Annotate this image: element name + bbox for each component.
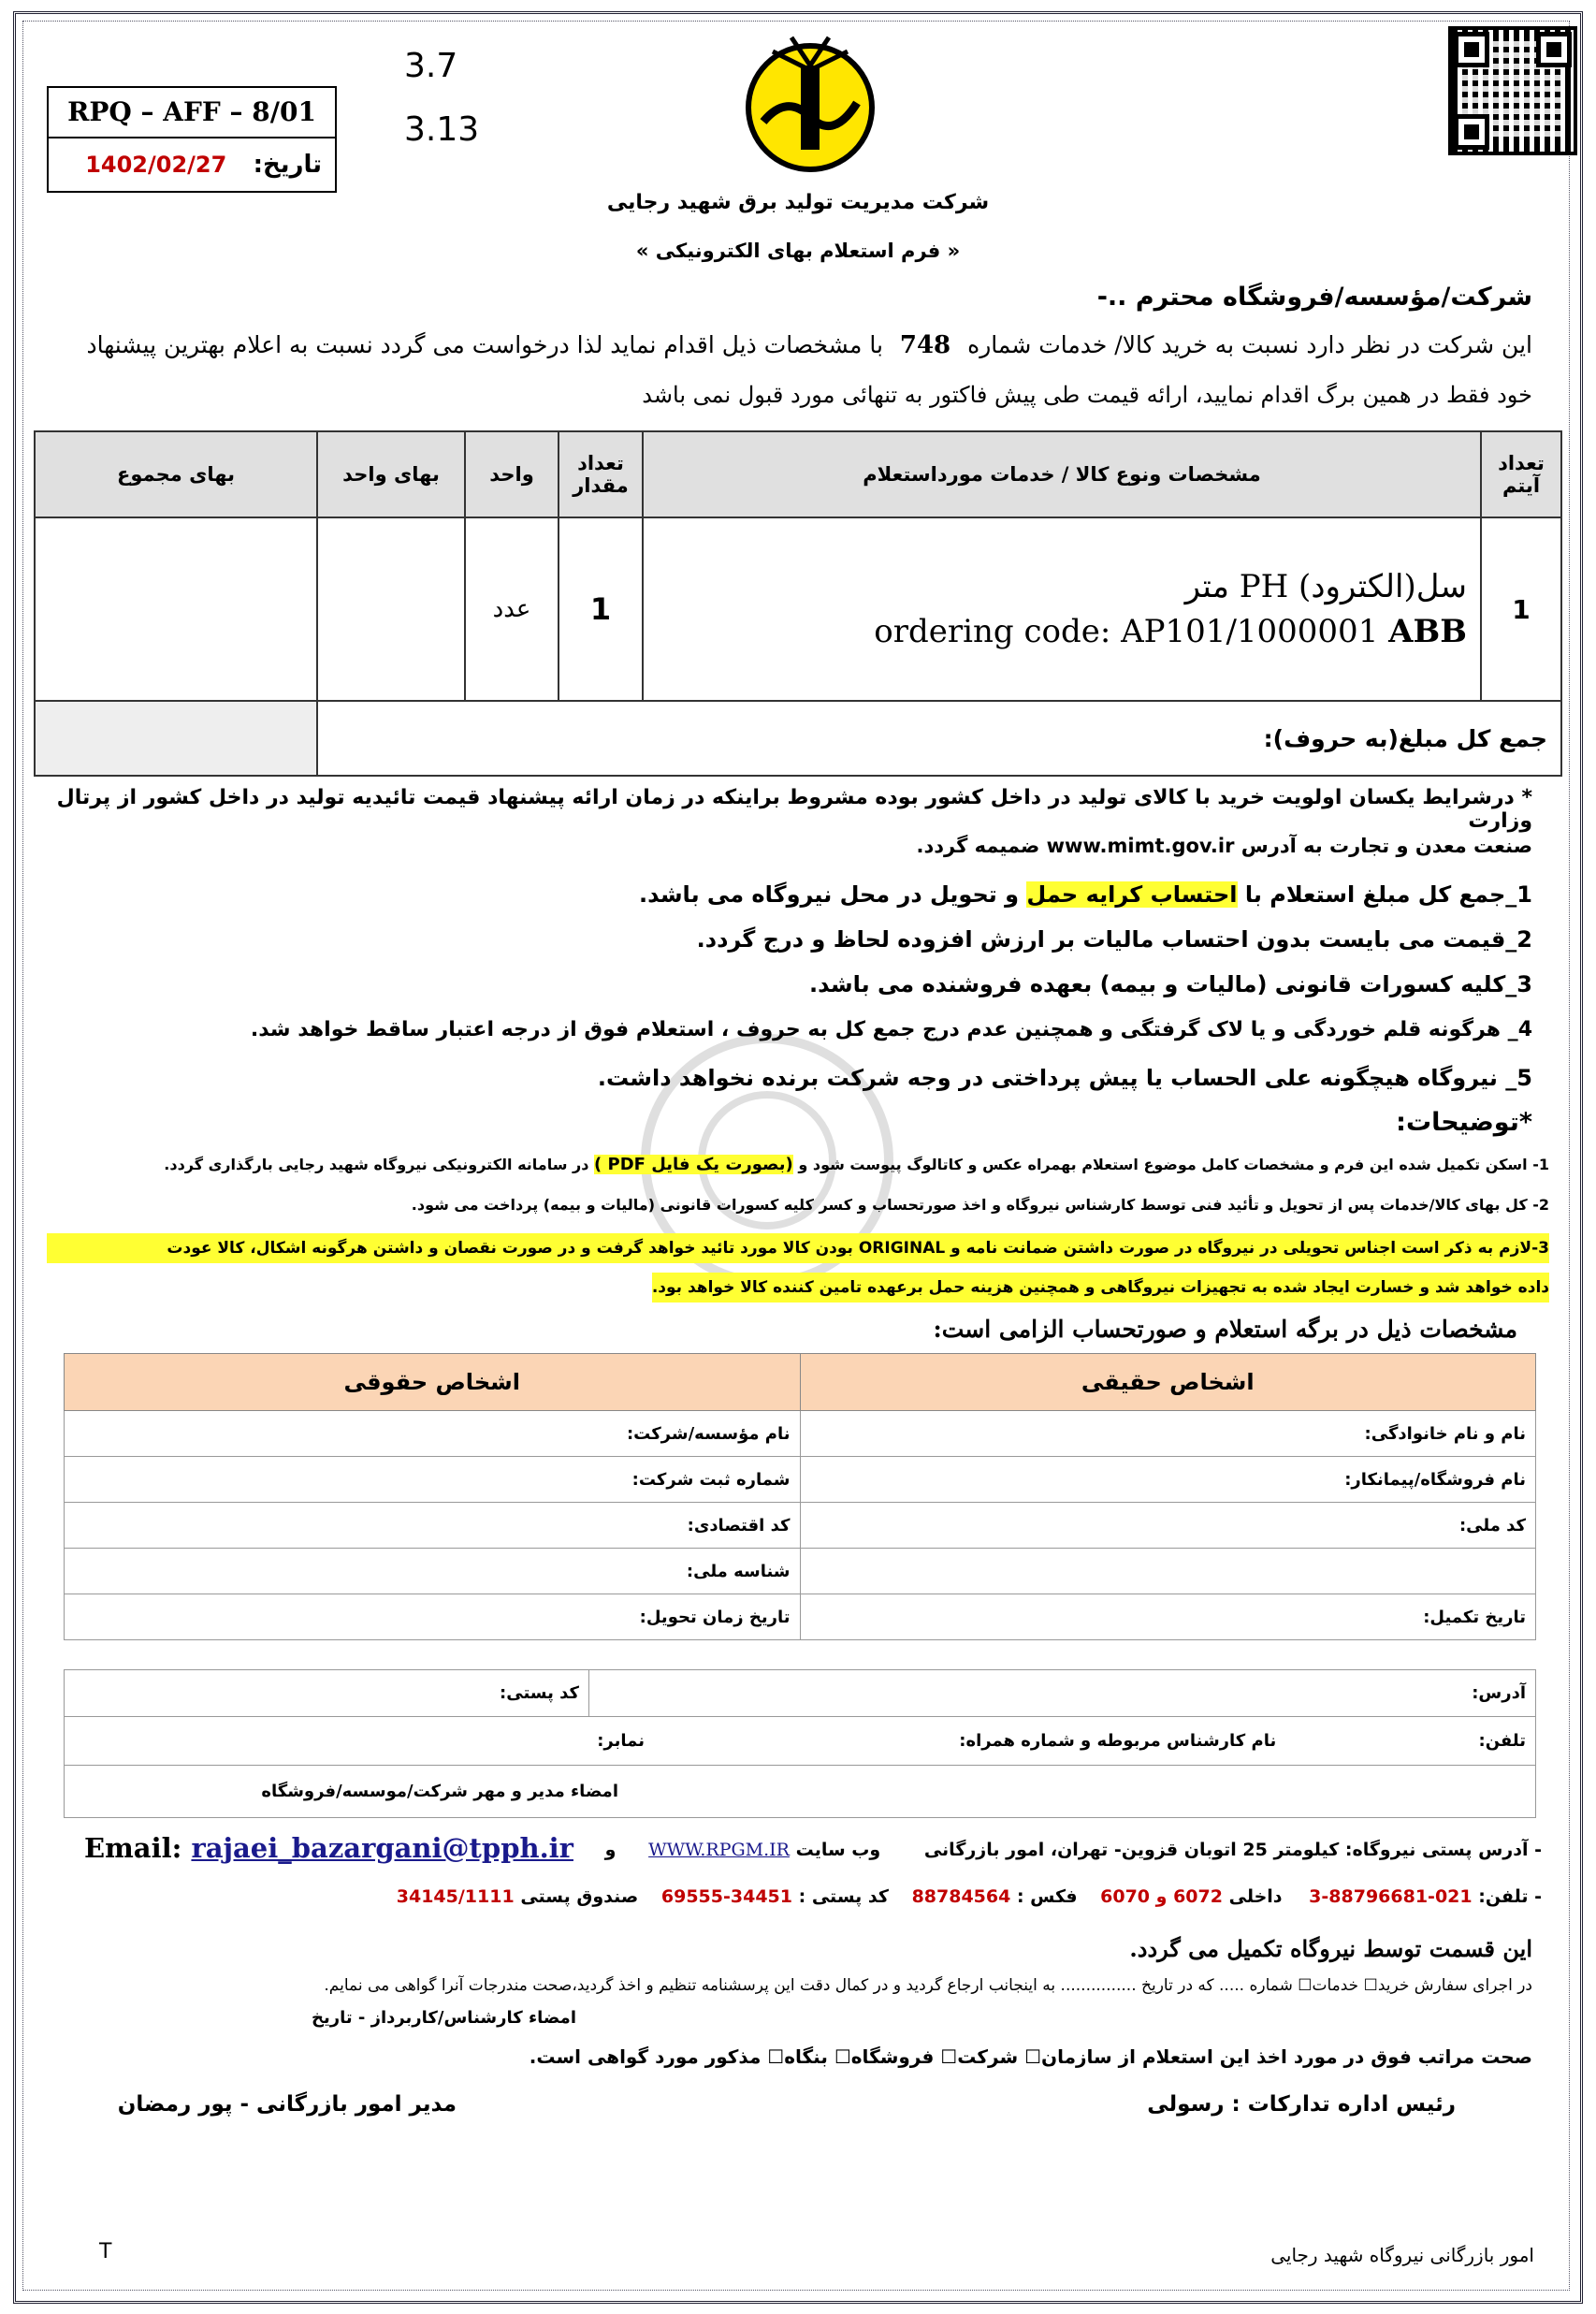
col-item: تعداد آیتم <box>1481 431 1561 517</box>
legal-field: کد اقتصادی: <box>65 1503 801 1549</box>
real-field: تاریخ تکمیل: <box>800 1594 1536 1640</box>
legal-field: شناسه ملی: <box>65 1549 801 1594</box>
col-unit: واحد <box>465 431 559 517</box>
total-label: جمع کل مبلغ(به حروف): <box>317 701 1561 776</box>
real-field: نام و نام خانوادگی: <box>800 1411 1536 1457</box>
condition-3: 3_کلیه کسورات قانونی (مالیات و بیمه) بعهده فروشنده می باشد. <box>809 971 1532 997</box>
greeting: شرکت/مؤسسه/فروشگاه محترم ..- <box>1096 283 1532 312</box>
signature-label: امضاء مدیر و مهر شرکت/موسسه/فروشگاه <box>65 1766 1536 1818</box>
row-spec: سل(الکترود) PH متر ordering code: AP101/1000001 ABB <box>643 517 1481 701</box>
note-b: 3.13 <box>404 110 480 149</box>
legal-field: شماره ثبت شرکت: <box>65 1457 801 1503</box>
intro-line2: خود فقط در همین برگ اقدام نمایید، ارائه قیمت طی پیش فاکتور به تنهائی مورد قبول نمی باشد <box>642 382 1532 408</box>
page-letter: T <box>99 2240 112 2263</box>
condition-4: 4_ هرگونه قلم خوردگی و یا لاک گرفتگی و همچنین عدم درج جمع کل به حروف ، استعلام فوق از درجه اعتبار ساقط خواهد شد. <box>250 1018 1532 1041</box>
form-title: « فرم استعلام بهای الکترونیکی » <box>635 240 961 262</box>
real-field <box>800 1549 1536 1594</box>
procurement-head: رئیس اداره تدارکات : رسولی <box>1147 2092 1456 2117</box>
legal-persons-header: اشخاص حقوقی <box>65 1354 801 1411</box>
col-spec: مشخصات ونوع کالا / خدمات مورداستعلام <box>643 431 1481 517</box>
email-link[interactable]: rajaei_bazargani@tpph.ir <box>191 1832 573 1864</box>
row-unit-price <box>317 517 465 701</box>
col-qty: تعداد مقدار <box>559 431 643 517</box>
note-3-line1: 3-لازم به ذکر است اجناس تحویلی در نیروگاه در صورت داشتن ضمانت نامه و ORIGINAL بودن کالا مورد تائید خواهد گرفت و در صورت نقصان و داشتن هرگونه اشکال، کالا عودت <box>47 1233 1549 1263</box>
real-field: نام فروشگاه/پیمانکار: <box>800 1457 1536 1503</box>
contact-box <box>64 1669 1536 1818</box>
real-field: کد ملی: <box>800 1503 1536 1549</box>
legal-field: تاریخ زمان تحویل: <box>65 1594 801 1640</box>
condition-star-line2: صنعت معدن و تجارت به آدرس www.mimt.gov.ir ضمیمه گردد. <box>916 835 1532 857</box>
form-code-box <box>47 86 337 193</box>
row-qty: 1 <box>559 517 643 701</box>
postal-code-label: کد پستی: <box>65 1670 589 1717</box>
address-label: آدرس: <box>589 1670 1536 1717</box>
exec-line: در اجرای سفارش خرید☐ خدمات☐ شماره ..... که در تاریخ ............... به اینجانب ارجاع گردید و در کمال دقت این پرسشنامه تنظیم و اخذ گردید،صحت مندرجات آنرا گواهی می نمایم. <box>324 1976 1532 1995</box>
row-total-price <box>35 517 317 701</box>
invoice-title: مشخصات ذیل در برگه استعلام و صورتحساب الزامی است: <box>933 1316 1517 1343</box>
intro-line1: این شرکت در نظر دارد نسبت به خرید کالا/ خدمات شماره 748 با مشخصات ذیل اقدام نماید لذا درخواست می گردد نسبت به اعلام بهترین پیشنهاد <box>86 331 1532 359</box>
verify-line: صحت مراتب فوق در مورد اخذ این استعلام از سازمان☐ شرکت☐ فروشگاه☐ بنگاه☐ مذکور مورد گواهی است. <box>529 2045 1532 2068</box>
condition-1: 1_جمع کل مبلغ استعلام با احتساب کرایه حمل و تحویل در محل نیروگاه می باشد. <box>638 881 1532 908</box>
table-row <box>35 517 1561 701</box>
company-name: شرکت مدیریت تولید برق شهید رجایی <box>606 191 990 214</box>
row-item: 1 <box>1481 517 1561 701</box>
commerce-manager: مدیر امور بازرگانی - پور رمضان <box>117 2092 457 2117</box>
footer-address: - آدرس پستی نیروگاه: کیلومتر 25 اتوبان قزوین- تهران، امور بازرگانی وب سایت WWW.RPGM.IR و <box>604 1840 1542 1860</box>
items-table <box>34 430 1562 777</box>
note-3-line2: داده خواهد شد و خسارت ایجاد شده به تجهیزات نیروگاهی و همچنین هزینه حمل برعهده تامین کننده کالا خواهد بود. <box>652 1273 1549 1303</box>
condition-5: 5_ نیروگاه هیچگونه علی الحساب یا پیش پرداختی در وجه شرکت برنده نخواهد داشت. <box>597 1065 1532 1091</box>
row-unit: عدد <box>465 517 559 701</box>
condition-2: 2_قیمت می بایست بدون احتساب مالیات بر ارزش افزوده لحاظ و درج گردد. <box>696 926 1532 953</box>
phone-row: تلفن: نام کارشناس مربوطه و شماره همراه: نمابر: <box>65 1717 1536 1766</box>
invoice-fields-table <box>64 1353 1536 1640</box>
note-a: 3.7 <box>404 47 458 85</box>
department-name: امور بازرگانی نیروگاه شهید رجایی <box>1270 2244 1534 2266</box>
footer-phones: - تلفن: 021-88796681-3 داخلی 6072 و 6070 فکس : 88784564 کد پستی : 34451-69555 صندوق پستی 34145/1111 <box>396 1886 1542 1907</box>
col-total-price: بهای مجموع <box>35 431 317 517</box>
date-value: 1402/02/27 <box>85 152 227 178</box>
legal-field: نام مؤسسه/شرکت: <box>65 1411 801 1457</box>
qr-code <box>1448 26 1577 155</box>
note-1: 1- اسکن تکمیل شده این فرم و مشخصات کامل موضوع استعلام بهمراه عکس و کاتالوگ پیوست شود و (بصورت یک فایل PDF ) در سامانه الکترونیکی نیروگاه شهید رجایی بارگذاری گردد. <box>164 1155 1549 1174</box>
notes-title: *توضیحات: <box>1396 1108 1532 1137</box>
date-label: تاریخ: <box>253 151 322 179</box>
company-logo <box>735 28 885 178</box>
expert-sign: امضاء کارشناس/کاربرداز - تاریخ <box>311 2008 576 2028</box>
col-unit-price: بهای واحد <box>317 431 465 517</box>
footer-email: Email: rajaei_bazargani@tpph.ir <box>84 1832 573 1864</box>
note-2: 2- کل بهای کالا/خدمات پس از تحویل و تأئید فنی توسط کارشناس نیروگاه و اخذ صورتحساب و کسر کلیه کسورات قانونی (مالیات و بیمه) پرداخت می شود. <box>411 1196 1549 1214</box>
real-persons-header: اشخاص حقیقی <box>800 1354 1536 1411</box>
condition-star-line1: * درشرایط یکسان اولویت خرید با کالای تولید در داخل کشور بوده مشروط براینکه در زمان ارائه پیشنهاد قیمت تائیدیه تولید در داخل کشور از پرتال وزارت <box>56 786 1532 833</box>
plant-part: این قسمت توسط نیروگاه تکمیل می گردد. <box>1129 1935 1532 1962</box>
form-code: RPQ – AFF – 8/01 <box>49 88 335 138</box>
